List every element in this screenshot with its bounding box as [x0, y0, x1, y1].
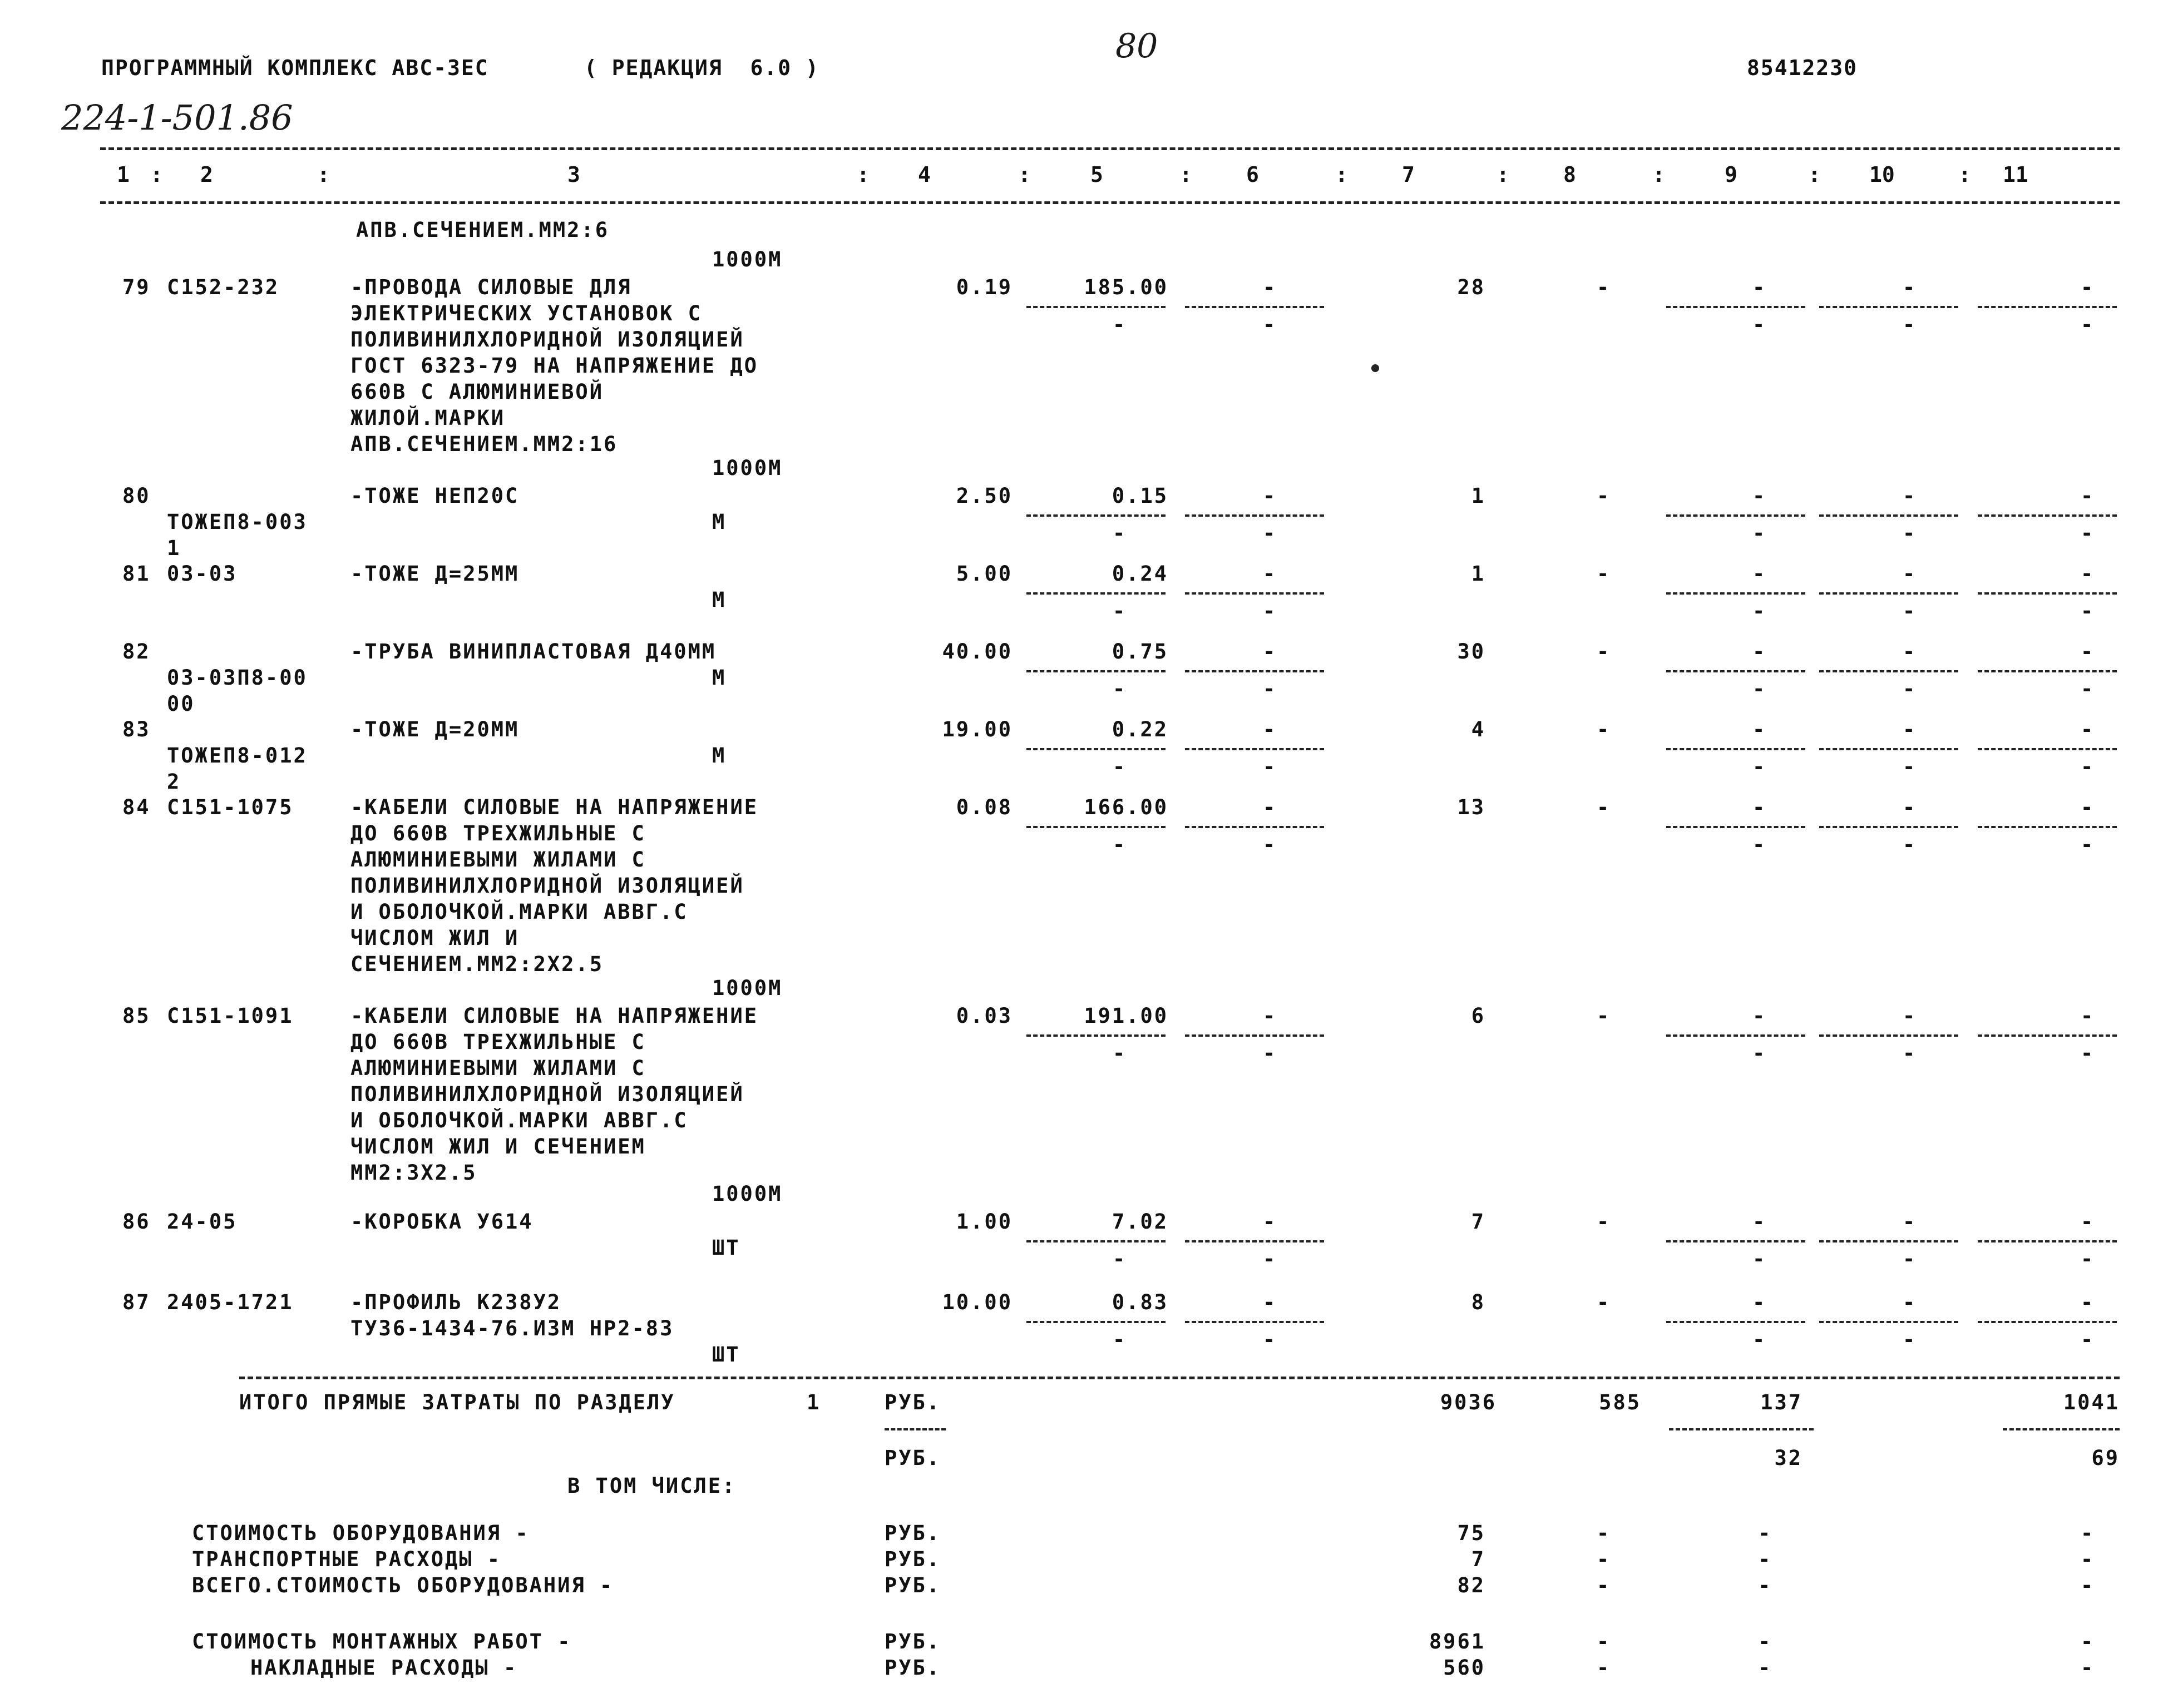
column-divider: : — [1652, 162, 1665, 187]
cell-divider — [1026, 306, 1166, 308]
placeholder-dash: - — [2081, 755, 2095, 779]
cell-divider — [1819, 1034, 1958, 1037]
row-description-line: ГОСТ 6323-79 НА НАПРЯЖЕНИЕ ДО — [350, 354, 759, 378]
placeholder-dash: - — [1903, 640, 1917, 664]
column-divider: : — [1808, 162, 1821, 187]
cell-divider — [1026, 670, 1166, 672]
placeholder-dash: - — [1903, 1290, 1917, 1314]
placeholder-dash: - — [1903, 484, 1917, 508]
cell-divider — [1978, 592, 2117, 595]
row-number: 80 — [122, 484, 151, 508]
col8-cell: - — [1597, 1290, 1611, 1314]
placeholder-dash: - — [2081, 1547, 2095, 1571]
page-number: 80 — [1115, 27, 1158, 66]
row-code: С151-1075 — [167, 795, 294, 819]
placeholder-dash: - — [2081, 1247, 2095, 1271]
row-code: С152-232 — [167, 275, 280, 299]
row-description-line: ПОЛИВИНИЛХЛОРИДНОЙ ИЗОЛЯЦИЕЙ — [350, 874, 744, 898]
document-code: 85412230 — [1747, 56, 1858, 80]
totals-col9: 137 — [1760, 1390, 1802, 1414]
summary-label: НАКЛАДНЫЕ РАСХОДЫ - — [250, 1656, 518, 1680]
unit-price-cell: 7.02 — [1112, 1210, 1168, 1234]
row-code: 2405-1721 — [167, 1290, 294, 1314]
totals-col8: 585 — [1599, 1390, 1641, 1414]
row-description-line: ЭЛЕКТРИЧЕСКИХ УСТАНОВОК С — [350, 301, 702, 325]
row-description-line: СЕЧЕНИЕМ.ММ2:2Х2.5 — [350, 952, 604, 976]
cell-divider — [1026, 592, 1166, 595]
row-number: 83 — [122, 717, 151, 741]
cell-divider — [1978, 748, 2117, 750]
placeholder-dash: - — [1758, 1521, 1772, 1545]
totals-divider — [885, 1428, 946, 1430]
cell-divider — [1819, 306, 1958, 308]
cell-divider — [1978, 306, 2117, 308]
placeholder-dash: - — [2081, 1210, 2095, 1234]
cell-divider — [1666, 670, 1805, 672]
totals-divider — [1669, 1428, 1814, 1430]
placeholder-dash: - — [1597, 1521, 1611, 1545]
placeholder-dash: - — [2081, 275, 2095, 299]
unit-label: М — [712, 744, 727, 768]
placeholder-dash: - — [1752, 677, 1767, 701]
column-header-4: 4 — [918, 162, 931, 187]
row-code-cont: 00 — [167, 692, 195, 716]
summary-currency: РУБ. — [885, 1521, 941, 1545]
cell-divider — [1026, 1321, 1166, 1323]
row-number: 79 — [122, 275, 151, 299]
quantity-cell: 19.00 — [942, 717, 1013, 741]
cell-divider — [1666, 1240, 1805, 1242]
placeholder-dash: - — [1752, 717, 1767, 741]
cell-divider — [1819, 670, 1958, 672]
quantity-cell: 1.00 — [956, 1210, 1013, 1234]
placeholder-dash: - — [1903, 1041, 1917, 1065]
row-description-line: ЧИСЛОМ ЖИЛ И СЕЧЕНИЕМ — [350, 1135, 646, 1159]
col8-cell: - — [1597, 484, 1611, 508]
col7-cell: 28 — [1457, 275, 1485, 299]
column-header-2: 2 — [200, 162, 213, 187]
cell-divider — [1666, 514, 1805, 517]
cell-divider — [1819, 826, 1958, 828]
continuation-text: АПВ.СЕЧЕНИЕМ.ММ2:6 — [356, 218, 609, 242]
unit-price-cell: 0.22 — [1112, 717, 1168, 741]
placeholder-dash: - — [1903, 1210, 1917, 1234]
cell-divider — [1185, 592, 1324, 595]
row-number: 84 — [122, 795, 151, 819]
placeholder-dash: - — [1903, 562, 1917, 586]
col7-cell: 1 — [1471, 484, 1485, 508]
totals-section-number: 1 — [807, 1390, 821, 1414]
placeholder-dash: - — [2081, 640, 2095, 664]
placeholder-dash: - — [1752, 795, 1767, 819]
col7-cell: 8 — [1471, 1290, 1485, 1314]
column-header-8: 8 — [1563, 162, 1576, 187]
unit-label: 1000М — [712, 976, 783, 1000]
placeholder-dash: - — [1758, 1630, 1772, 1653]
placeholder-dash: - — [1903, 1247, 1917, 1271]
row-code-cont: 2 — [167, 770, 181, 794]
row-description-line: -КАБЕЛИ СИЛОВЫЕ НА НАПРЯЖЕНИЕ — [350, 1004, 759, 1028]
row-description-line: -ПРОФИЛЬ К238У2 — [350, 1290, 562, 1314]
placeholder-dash: - — [2081, 521, 2095, 545]
row-code-cont: 1 — [167, 536, 181, 560]
summary-value: 560 — [1443, 1656, 1485, 1680]
column-header-3: 3 — [567, 162, 580, 187]
cell-divider — [1026, 1240, 1166, 1242]
placeholder-dash: - — [2081, 1290, 2095, 1314]
placeholder-dash: - — [1752, 640, 1767, 664]
col8-cell: - — [1597, 640, 1611, 664]
placeholder-dash: - — [2081, 484, 2095, 508]
row-description-line: АЛЮМИНИЕВЫМИ ЖИЛАМИ С — [350, 848, 646, 872]
totals-col11: 1041 — [2063, 1390, 2120, 1414]
placeholder-dash: - — [1113, 755, 1127, 779]
cell-divider — [1819, 748, 1958, 750]
placeholder-dash: - — [2081, 1573, 2095, 1597]
cell-divider — [1185, 306, 1324, 308]
placeholder-dash: - — [1597, 1547, 1611, 1571]
quantity-cell: 0.03 — [956, 1004, 1013, 1028]
column-header-1: 1 — [117, 162, 130, 187]
row-description-line: АЛЮМИНИЕВЫМИ ЖИЛАМИ С — [350, 1056, 646, 1080]
program-title: ПРОГРАММНЫЙ КОМПЛЕКС АВС-3ЕС — [101, 56, 489, 80]
placeholder-dash: - — [1903, 795, 1917, 819]
column-header-6: 6 — [1246, 162, 1259, 187]
placeholder-dash: - — [2081, 1521, 2095, 1545]
cell-divider — [1185, 748, 1324, 750]
quantity-cell: 0.08 — [956, 795, 1013, 819]
cell-divider — [1185, 514, 1324, 517]
row-description-line: ММ2:3Х2.5 — [350, 1161, 477, 1185]
placeholder-dash: - — [1597, 1573, 1611, 1597]
totals-col11-second: 69 — [2091, 1446, 2120, 1470]
placeholder-dash: - — [1752, 1290, 1767, 1314]
unit-label: М — [712, 588, 727, 612]
placeholder-dash: - — [1113, 833, 1127, 857]
col6-cell: - — [1263, 640, 1277, 664]
column-header-11: 11 — [2003, 162, 2028, 187]
placeholder-dash: - — [1752, 521, 1767, 545]
summary-currency: РУБ. — [885, 1630, 941, 1653]
summary-label: СТОИМОСТЬ ОБОРУДОВАНИЯ - — [192, 1521, 530, 1545]
cell-divider — [1819, 514, 1958, 517]
placeholder-dash: - — [1752, 484, 1767, 508]
summary-label: ТРАНСПОРТНЫЕ РАСХОДЫ - — [192, 1547, 502, 1571]
row-code: С151-1091 — [167, 1004, 294, 1028]
cell-divider — [1819, 592, 1958, 595]
unit-label: М — [712, 510, 727, 534]
col7-cell: 13 — [1457, 795, 1485, 819]
placeholder-dash: - — [1903, 599, 1917, 623]
row-description-line: -КОРОБКА У614 — [350, 1210, 534, 1234]
placeholder-dash: - — [1263, 677, 1277, 701]
cell-divider — [1185, 1321, 1324, 1323]
row-description-line: ЖИЛОЙ.МАРКИ — [350, 406, 506, 430]
unit-price-cell: 0.83 — [1112, 1290, 1168, 1314]
placeholder-dash: - — [2081, 1004, 2095, 1028]
row-code: ТОЖЕП8-012 — [167, 744, 308, 768]
summary-value: 7 — [1471, 1547, 1485, 1571]
col6-cell: - — [1263, 1004, 1277, 1028]
quantity-cell: 10.00 — [942, 1290, 1013, 1314]
summary-value: 82 — [1457, 1573, 1485, 1597]
placeholder-dash: - — [1903, 833, 1917, 857]
placeholder-dash: - — [2081, 1328, 2095, 1351]
row-description-line: ПОЛИВИНИЛХЛОРИДНОЙ ИЗОЛЯЦИЕЙ — [350, 328, 744, 351]
quantity-cell: 5.00 — [956, 562, 1013, 586]
column-divider: : — [317, 162, 330, 187]
row-number: 86 — [122, 1210, 151, 1234]
cell-divider — [1185, 1240, 1324, 1242]
scan-mark — [1371, 364, 1379, 372]
column-header-10: 10 — [1869, 162, 1895, 187]
summary-value: 8961 — [1429, 1630, 1485, 1653]
placeholder-dash: - — [1263, 599, 1277, 623]
placeholder-dash: - — [1752, 1328, 1767, 1351]
placeholder-dash: - — [1752, 1247, 1767, 1271]
cell-divider — [1185, 670, 1324, 672]
col6-cell: - — [1263, 717, 1277, 741]
unit-label: 1000М — [712, 247, 783, 271]
placeholder-dash: - — [1903, 275, 1917, 299]
totals-divider — [2003, 1428, 2120, 1430]
cell-divider — [1666, 826, 1805, 828]
totals-col9-second: 32 — [1774, 1446, 1802, 1470]
unit-price-cell: 166.00 — [1084, 795, 1168, 819]
column-header-5: 5 — [1090, 162, 1103, 187]
col8-cell: - — [1597, 275, 1611, 299]
placeholder-dash: - — [1752, 1004, 1767, 1028]
cell-divider — [1978, 826, 2117, 828]
row-description-line: 660В С АЛЮМИНИЕВОЙ — [350, 380, 604, 404]
cell-divider — [1026, 514, 1166, 517]
col6-cell: - — [1263, 562, 1277, 586]
placeholder-dash: - — [2081, 717, 2095, 741]
placeholder-dash: - — [2081, 1656, 2095, 1680]
row-code: 24-05 — [167, 1210, 238, 1234]
unit-label: ШТ — [712, 1236, 740, 1260]
cell-divider — [1185, 826, 1324, 828]
cell-divider — [1978, 1240, 2117, 1242]
unit-label: 1000М — [712, 1182, 783, 1206]
column-divider: : — [1179, 162, 1192, 187]
col7-cell: 30 — [1457, 640, 1485, 664]
row-description-line: И ОБОЛОЧКОЙ.МАРКИ АВВГ.С — [350, 900, 688, 924]
unit-label: М — [712, 666, 727, 690]
row-number: 81 — [122, 562, 151, 586]
placeholder-dash: - — [2081, 1630, 2095, 1653]
unit-price-cell: 0.15 — [1112, 484, 1168, 508]
col6-cell: - — [1263, 484, 1277, 508]
row-number: 85 — [122, 1004, 151, 1028]
col7-cell: 7 — [1471, 1210, 1485, 1234]
col8-cell: - — [1597, 1210, 1611, 1234]
placeholder-dash: - — [1113, 313, 1127, 336]
placeholder-dash: - — [2081, 599, 2095, 623]
placeholder-dash: - — [1113, 521, 1127, 545]
column-header-7: 7 — [1402, 162, 1415, 187]
column-divider: : — [150, 162, 163, 187]
placeholder-dash: - — [1263, 521, 1277, 545]
placeholder-dash: - — [1597, 1630, 1611, 1653]
row-description-line: -ТОЖЕ Д=20ММ — [350, 717, 520, 741]
cell-divider — [1026, 826, 1166, 828]
row-description-line: ЧИСЛОМ ЖИЛ И — [350, 926, 520, 950]
row-description-line: -КАБЕЛИ СИЛОВЫЕ НА НАПРЯЖЕНИЕ — [350, 795, 759, 819]
cell-divider — [1026, 748, 1166, 750]
cell-divider — [1978, 670, 2117, 672]
placeholder-dash: - — [1758, 1573, 1772, 1597]
placeholder-dash: - — [1752, 275, 1767, 299]
row-description-line: И ОБОЛОЧКОЙ.МАРКИ АВВГ.С — [350, 1108, 688, 1132]
placeholder-dash: - — [1758, 1656, 1772, 1680]
row-description-line: -ПРОВОДА СИЛОВЫЕ ДЛЯ — [350, 275, 632, 299]
placeholder-dash: - — [2081, 1041, 2095, 1065]
quantity-cell: 40.00 — [942, 640, 1013, 664]
quantity-cell: 2.50 — [956, 484, 1013, 508]
including-label: В ТОМ ЧИСЛЕ: — [567, 1474, 737, 1498]
edition-label: ( РЕДАКЦИЯ 6.0 ) — [584, 56, 819, 80]
cell-divider — [1819, 1321, 1958, 1323]
col6-cell: - — [1263, 1210, 1277, 1234]
row-description-line: ПОЛИВИНИЛХЛОРИДНОЙ ИЗОЛЯЦИЕЙ — [350, 1082, 744, 1106]
placeholder-dash: - — [1903, 717, 1917, 741]
col6-cell: - — [1263, 795, 1277, 819]
placeholder-dash: - — [1903, 521, 1917, 545]
column-divider: : — [1335, 162, 1348, 187]
row-description-line: -ТРУБА ВИНИПЛАСТОВАЯ Д40ММ — [350, 640, 717, 664]
placeholder-dash: - — [1263, 755, 1277, 779]
col6-cell: - — [1263, 1290, 1277, 1314]
placeholder-dash: - — [1752, 599, 1767, 623]
placeholder-dash: - — [1752, 833, 1767, 857]
summary-currency: РУБ. — [885, 1656, 941, 1680]
col7-cell: 1 — [1471, 562, 1485, 586]
placeholder-dash: - — [1903, 755, 1917, 779]
placeholder-dash: - — [1263, 313, 1277, 336]
summary-label: СТОИМОСТЬ МОНТАЖНЫХ РАБОТ - — [192, 1630, 572, 1653]
placeholder-dash: - — [2081, 795, 2095, 819]
unit-price-cell: 0.24 — [1112, 562, 1168, 586]
placeholder-dash: - — [1263, 1328, 1277, 1351]
placeholder-dash: - — [1752, 755, 1767, 779]
totals-col7: 9036 — [1440, 1390, 1497, 1414]
col8-cell: - — [1597, 562, 1611, 586]
row-description-line: ТУ36-1434-76.ИЗМ НР2-83 — [350, 1316, 674, 1340]
placeholder-dash: - — [1597, 1656, 1611, 1680]
col7-cell: 6 — [1471, 1004, 1485, 1028]
placeholder-dash: - — [1752, 313, 1767, 336]
col8-cell: - — [1597, 1004, 1611, 1028]
summary-value: 75 — [1457, 1521, 1485, 1545]
row-code: 03-03 — [167, 562, 238, 586]
cell-divider — [1185, 1034, 1324, 1037]
row-number: 82 — [122, 640, 151, 664]
unit-label: 1000М — [712, 456, 783, 480]
totals-currency-2: РУБ. — [885, 1446, 941, 1470]
row-number: 87 — [122, 1290, 151, 1314]
placeholder-dash: - — [2081, 313, 2095, 336]
totals-currency: РУБ. — [885, 1390, 941, 1414]
placeholder-dash: - — [1113, 1041, 1127, 1065]
placeholder-dash: - — [1903, 1328, 1917, 1351]
placeholder-dash: - — [1758, 1547, 1772, 1571]
unit-price-cell: 191.00 — [1084, 1004, 1168, 1028]
column-divider: : — [1018, 162, 1031, 187]
cell-divider — [1978, 514, 2117, 517]
col7-cell: 4 — [1471, 717, 1485, 741]
summary-currency: РУБ. — [885, 1547, 941, 1571]
totals-separator — [239, 1377, 2120, 1379]
cell-divider — [1819, 1240, 1958, 1242]
placeholder-dash: - — [1113, 1328, 1127, 1351]
column-header-9: 9 — [1725, 162, 1737, 187]
cell-divider — [1666, 748, 1805, 750]
column-divider: : — [1497, 162, 1509, 187]
totals-label: ИТОГО ПРЯМЫЕ ЗАТРАТЫ ПО РАЗДЕЛУ — [239, 1390, 675, 1414]
placeholder-dash: - — [1263, 1041, 1277, 1065]
header-separator — [100, 201, 2120, 204]
row-description-line: ДО 660В ТРЕХЖИЛЬНЫЕ С — [350, 1030, 646, 1054]
column-divider: : — [1958, 162, 1971, 187]
col8-cell: - — [1597, 717, 1611, 741]
placeholder-dash: - — [1752, 1210, 1767, 1234]
placeholder-dash: - — [1752, 1041, 1767, 1065]
cell-divider — [1026, 1034, 1166, 1037]
row-description-line: -ТОЖЕ Д=25ММ — [350, 562, 520, 586]
row-code: 03-03П8-00 — [167, 666, 308, 690]
placeholder-dash: - — [2081, 677, 2095, 701]
row-description-line: ДО 660В ТРЕХЖИЛЬНЫЕ С — [350, 821, 646, 845]
col8-cell: - — [1597, 795, 1611, 819]
cell-divider — [1978, 1321, 2117, 1323]
placeholder-dash: - — [2081, 833, 2095, 857]
placeholder-dash: - — [1903, 677, 1917, 701]
cell-divider — [1666, 306, 1805, 308]
placeholder-dash: - — [1263, 1247, 1277, 1271]
row-code: ТОЖЕП8-003 — [167, 510, 308, 534]
placeholder-dash: - — [1752, 562, 1767, 586]
row-description-line: -ТОЖЕ НЕП20С — [350, 484, 520, 508]
placeholder-dash: - — [1113, 599, 1127, 623]
placeholder-dash: - — [1113, 1247, 1127, 1271]
unit-label: ШТ — [712, 1343, 740, 1367]
unit-price-cell: 185.00 — [1084, 275, 1168, 299]
cell-divider — [1666, 1034, 1805, 1037]
handwritten-reference: 224-1-501.86 — [61, 97, 293, 138]
cell-divider — [1666, 592, 1805, 595]
row-description-line: АПВ.СЕЧЕНИЕМ.ММ2:16 — [350, 432, 618, 456]
cell-divider — [1666, 1321, 1805, 1323]
placeholder-dash: - — [2081, 562, 2095, 586]
placeholder-dash: - — [1903, 313, 1917, 336]
top-separator — [100, 147, 2120, 150]
placeholder-dash: - — [1263, 833, 1277, 857]
quantity-cell: 0.19 — [956, 275, 1013, 299]
placeholder-dash: - — [1903, 1004, 1917, 1028]
placeholder-dash: - — [1113, 677, 1127, 701]
unit-price-cell: 0.75 — [1112, 640, 1168, 664]
cell-divider — [1978, 1034, 2117, 1037]
summary-label: ВСЕГО.СТОИМОСТЬ ОБОРУДОВАНИЯ - — [192, 1573, 614, 1597]
column-divider: : — [857, 162, 870, 187]
col6-cell: - — [1263, 275, 1277, 299]
summary-currency: РУБ. — [885, 1573, 941, 1597]
